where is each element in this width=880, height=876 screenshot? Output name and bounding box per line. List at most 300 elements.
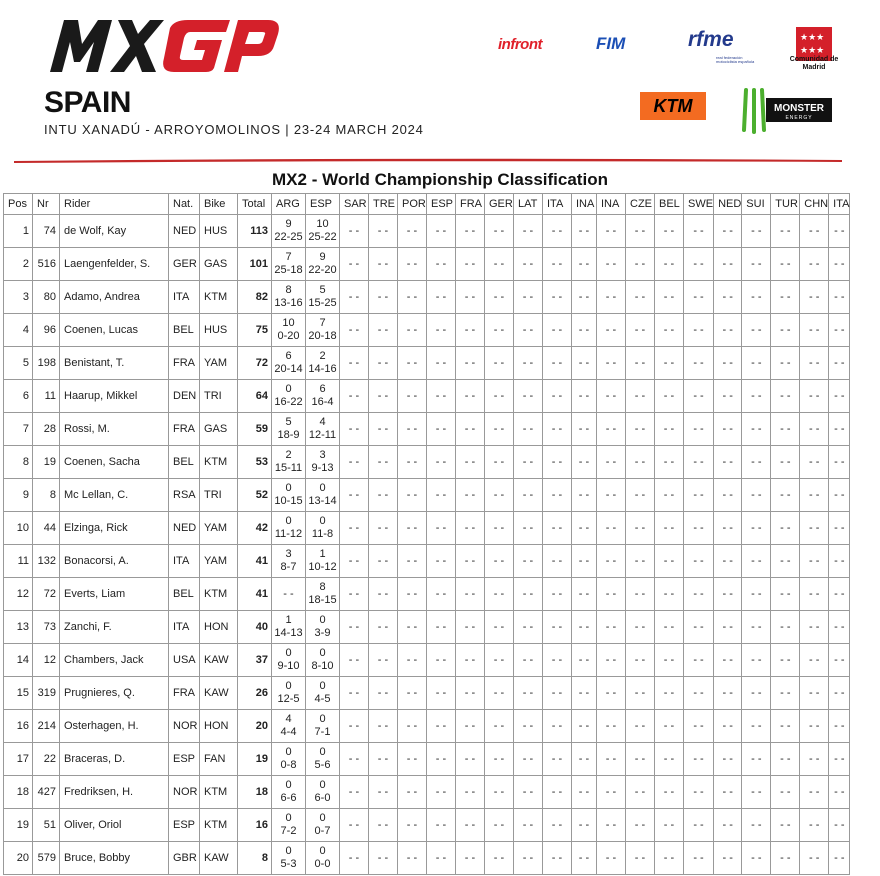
cell-rider: Elzinga, Rick [60,512,169,545]
cell-round-empty: - - [485,512,514,545]
round-points: 3 [319,449,326,461]
cell-round-empty: - - [742,644,771,677]
cell-round-empty: - - [514,248,543,281]
cell-rider: Osterhagen, H. [60,710,169,743]
cell-nat: NED [169,215,200,248]
table-row [4,479,850,512]
cell-round-empty: - - [655,809,684,842]
cell-round-empty: - - [800,446,829,479]
cell-round-empty: - - [514,380,543,413]
cell-round-empty: - - [485,545,514,578]
cell-round-empty: - - [771,611,800,644]
cell-round-empty: - - [655,611,684,644]
cell-total: 18 [238,776,272,809]
cell-nat: NOR [169,710,200,743]
cell-round-empty: - - [369,710,398,743]
cell-round-empty: - - [800,743,829,776]
cell-round-empty: - - [655,281,684,314]
cell-rider: Zanchi, F. [60,611,169,644]
cell-rider: Coenen, Sacha [60,446,169,479]
cell-round-empty: - - [714,677,742,710]
cell-round-empty: - - [800,809,829,842]
cell-round-empty: - - [369,743,398,776]
cell-round-empty: - - [543,545,572,578]
cell-round-empty: - - [398,512,427,545]
cell-round-empty: - - [742,710,771,743]
cell-round-empty: - - [340,281,369,314]
moto-points: 0-20 [277,330,300,342]
cell-round-empty: - - [800,611,829,644]
header-round: TUR [771,194,800,215]
cell-round-empty: - - [771,281,800,314]
cell-nr: 80 [33,281,60,314]
cell-nr: 22 [33,743,60,776]
header-divider [14,156,842,164]
cell-round-empty: - - [369,413,398,446]
cell-round-empty: - - [369,479,398,512]
cell-round-empty: - - [427,248,456,281]
cell-round-empty: - - [684,611,714,644]
cell-round-empty: - - [398,545,427,578]
header-bike: Bike [200,194,238,215]
cell-round-arg [272,446,306,479]
cell-round-empty: - - [514,314,543,347]
cell-bike: KTM [200,281,238,314]
cell-round-empty: - - [456,710,485,743]
cell-round-empty: - - [456,545,485,578]
cell-round-empty: - - [427,215,456,248]
cell-round-empty: - - [626,710,655,743]
monster-energy-logo [738,84,834,136]
cell-round-empty: - - [398,710,427,743]
cell-round-empty: - - [655,545,684,578]
cell-round-empty: - - [485,677,514,710]
cell-round-empty: - - [714,347,742,380]
cell-round-empty: - - [771,512,800,545]
cell-round-empty: - - [829,512,850,545]
cell-nr: 319 [33,677,60,710]
round-points: 5 [319,284,326,296]
cell-round-empty: - - [800,281,829,314]
table-row [4,611,850,644]
cell-round-empty: - - [829,842,850,875]
cell-round-arg [272,413,306,446]
cell-bike: YAM [200,347,238,380]
moto-points: 14-13 [274,627,303,639]
cell-total: 64 [238,380,272,413]
cell-round-empty: - - [456,446,485,479]
cell-pos: 7 [4,413,33,446]
cell-round-empty: - - [829,281,850,314]
cell-total: 37 [238,644,272,677]
cell-round-empty: - - [714,809,742,842]
cell-total: 19 [238,743,272,776]
cell-round-empty: - - [829,743,850,776]
cell-round-empty: - - [427,578,456,611]
cell-round-empty: - - [626,215,655,248]
cell-nr: 8 [33,479,60,512]
round-points: 0 [285,779,292,791]
cell-round-empty: - - [456,842,485,875]
cell-round-empty: - - [485,248,514,281]
cell-round-empty: - - [572,809,597,842]
moto-points: 20-14 [274,363,303,375]
cell-round-empty: - - [369,512,398,545]
cell-round-empty: - - [684,413,714,446]
cell-round-empty: - - [543,677,572,710]
header-nat: Nat. [169,194,200,215]
cell-pos: 16 [4,710,33,743]
cell-round-empty: - - [485,380,514,413]
cell-round-empty: - - [626,512,655,545]
cell-round-empty: - - [684,809,714,842]
cell-round-empty: - - [742,248,771,281]
cell-bike: HON [200,611,238,644]
cell-bike: KTM [200,809,238,842]
cell-round-empty: - - [829,479,850,512]
cell-round-esp [306,644,340,677]
infront-logo: infront [498,36,542,53]
table-row [4,215,850,248]
cell-round-empty: - - [800,347,829,380]
cell-round-empty: - - [485,743,514,776]
header-round: POR [398,194,427,215]
cell-round-empty: - - [771,710,800,743]
cell-round-empty: - - [543,611,572,644]
cell-nr: 96 [33,314,60,347]
cell-round-empty: - - [398,743,427,776]
cell-round-empty: - - [829,347,850,380]
header-round: LAT [514,194,543,215]
cell-round-empty: - - [742,743,771,776]
cell-round-esp [306,347,340,380]
cell-round-empty: - - [655,380,684,413]
cell-round-empty: - - [514,842,543,875]
cell-round-empty: - - [572,545,597,578]
cell-bike: TRI [200,380,238,413]
cell-round-empty: - - [626,776,655,809]
cell-round-empty: - - [543,380,572,413]
cell-round-empty: - - [456,248,485,281]
cell-round-arg [272,677,306,710]
cell-round-empty: - - [742,677,771,710]
cell-round-empty: - - [684,281,714,314]
cell-round-empty: - - [684,314,714,347]
cell-round-empty: - - [684,776,714,809]
round-points: 6 [319,383,326,395]
cell-round-empty: - - [597,380,626,413]
header-round: INA [597,194,626,215]
cell-total: 101 [238,248,272,281]
cell-round-empty: - - [340,644,369,677]
table-row [4,446,850,479]
moto-points: 10-15 [274,495,303,507]
cell-pos: 6 [4,380,33,413]
cell-round-arg [272,479,306,512]
cell-round-empty: - - [771,413,800,446]
moto-points: 4-5 [314,693,331,705]
cell-round-empty: - - [684,347,714,380]
cell-round-empty: - - [684,248,714,281]
cell-round-empty: - - [456,314,485,347]
cell-round-empty: - - [742,776,771,809]
cell-round-empty: - - [626,743,655,776]
cell-bike: KTM [200,776,238,809]
round-points: 6 [285,350,292,362]
header-round: ESP [427,194,456,215]
cell-round-empty: - - [543,479,572,512]
cell-round-empty: - - [714,611,742,644]
cell-round-empty: - - [800,710,829,743]
cell-round-empty: - - [427,743,456,776]
cell-round-empty: - - [543,413,572,446]
cell-nat: ESP [169,743,200,776]
table-row [4,776,850,809]
cell-round-empty: - - [485,809,514,842]
round-points: 7 [285,251,292,263]
cell-round-esp [306,446,340,479]
cell-nr: 28 [33,413,60,446]
cell-round-empty: - - [597,347,626,380]
moto-points: 3-9 [314,627,331,639]
cell-round-empty: - - [771,347,800,380]
cell-round-arg [272,380,306,413]
cell-nr: 19 [33,446,60,479]
cell-round-empty: - - [626,809,655,842]
table-row [4,248,850,281]
cell-round-empty: - - [456,776,485,809]
cell-round-empty: - - [340,545,369,578]
moto-points: 20-18 [308,330,337,342]
cell-round-empty: - - [340,677,369,710]
cell-round-empty: - - [543,842,572,875]
cell-nr: 198 [33,347,60,380]
cell-round-empty: - - [742,314,771,347]
cell-round-empty: - - [800,248,829,281]
cell-total: 16 [238,809,272,842]
cell-round-empty: - - [572,578,597,611]
round-points: 0 [285,482,292,494]
cell-round-empty: - - [514,281,543,314]
cell-round-empty: - - [543,248,572,281]
cell-round-empty: - - [514,776,543,809]
round-points: 0 [319,845,326,857]
cell-total: 41 [238,578,272,611]
round-points: 4 [285,713,292,725]
cell-round-empty: - - [800,413,829,446]
moto-points: 8-10 [311,660,334,672]
round-points: 2 [319,350,326,362]
cell-rider: Benistant, T. [60,347,169,380]
svg-text:★★★: ★★★ [800,33,825,43]
cell-round-empty: - - [829,446,850,479]
cell-round-esp [306,677,340,710]
moto-points: 4-4 [280,726,297,738]
cell-rider: Oliver, Oriol [60,809,169,842]
cell-round-empty: - - [456,644,485,677]
cell-round-empty: - - [597,248,626,281]
cell-nat: FRA [169,413,200,446]
cell-pos: 18 [4,776,33,809]
cell-rider: Laengenfelder, S. [60,248,169,281]
cell-round-empty: - - [655,479,684,512]
header-round: GER [485,194,514,215]
cell-round-empty: - - [427,413,456,446]
cell-pos: 14 [4,644,33,677]
cell-round-empty: - - [485,413,514,446]
cell-round-empty: - - [626,347,655,380]
table-row [4,314,850,347]
moto-points: 9-13 [311,462,334,474]
cell-round-empty: - - [398,281,427,314]
cell-round-empty: - - [485,644,514,677]
cell-round-empty: - - [340,215,369,248]
moto-points: 9-10 [277,660,300,672]
cell-round-empty: - - [714,314,742,347]
table-row [4,347,850,380]
cell-round-empty: - - [369,380,398,413]
cell-round-empty: - - [340,380,369,413]
cell-round-empty: - - [714,281,742,314]
cell-round-empty: - - [485,611,514,644]
cell-round-empty: - - [572,842,597,875]
cell-bike: KTM [200,446,238,479]
round-points: 0 [319,482,326,494]
cell-round-empty: - - [771,644,800,677]
cell-round-empty: - - [655,710,684,743]
cell-nat: ESP [169,809,200,842]
round-points: 1 [319,548,326,560]
cell-round-empty: - - [369,776,398,809]
header-total: Total [238,194,272,215]
cell-round-empty: - - [485,215,514,248]
cell-rider: Adamo, Andrea [60,281,169,314]
cell-round-empty: - - [597,710,626,743]
cell-pos: 8 [4,446,33,479]
cell-round-empty: - - [514,578,543,611]
page-header [0,0,880,166]
round-points: 0 [319,647,326,659]
cell-round-empty: - - [684,578,714,611]
cell-round-empty: - - [597,743,626,776]
moto-points: 13-14 [308,495,337,507]
moto-points: 8-7 [280,561,297,573]
header-pos: Pos [4,194,33,215]
cell-round-arg [272,578,306,611]
cell-round-empty: - - [514,809,543,842]
moto-points: 22-25 [274,231,303,243]
round-points: 0 [319,713,326,725]
header-round: CZE [626,194,655,215]
cell-nat: FRA [169,347,200,380]
moto-points: 6-0 [314,792,331,804]
cell-round-empty: - - [800,314,829,347]
cell-round-empty: - - [427,347,456,380]
cell-round-empty: - - [597,776,626,809]
cell-round-empty: - - [655,677,684,710]
cell-round-empty: - - [626,413,655,446]
cell-round-empty: - - [742,215,771,248]
cell-bike: HUS [200,314,238,347]
cell-round-empty: - - [800,380,829,413]
mxgp-logo [42,10,282,80]
cell-round-esp [306,512,340,545]
cell-round-empty: - - [398,578,427,611]
cell-round-empty: - - [572,644,597,677]
cell-round-empty: - - [427,710,456,743]
cell-rider: Braceras, D. [60,743,169,776]
cell-round-empty: - - [514,215,543,248]
cell-round-empty: - - [398,479,427,512]
cell-total: 53 [238,446,272,479]
cell-round-empty: - - [514,545,543,578]
cell-round-empty: - - [771,314,800,347]
table-row [4,644,850,677]
cell-round-empty: - - [427,809,456,842]
cell-pos: 20 [4,842,33,875]
cell-round-esp [306,215,340,248]
cell-round-empty: - - [369,215,398,248]
round-points: 0 [319,779,326,791]
moto-points: 6-6 [280,792,297,804]
cell-round-empty: - - [742,578,771,611]
cell-round-empty: - - [626,479,655,512]
round-points: 0 [319,614,326,626]
cell-round-empty: - - [655,776,684,809]
cell-round-empty: - - [655,644,684,677]
moto-points: 5-6 [314,759,331,771]
round-points: 5 [285,416,292,428]
cell-round-empty: - - [456,512,485,545]
cell-bike: YAM [200,512,238,545]
cell-round-arg [272,644,306,677]
table-row [4,743,850,776]
cell-pos: 10 [4,512,33,545]
cell-round-empty: - - [684,446,714,479]
cell-round-empty: - - [514,677,543,710]
round-points: 0 [285,812,292,824]
cell-round-empty: - - [771,545,800,578]
cell-round-empty: - - [427,545,456,578]
cell-round-empty: - - [597,677,626,710]
header-round: SUI [742,194,771,215]
cell-bike: YAM [200,545,238,578]
table-row [4,677,850,710]
cell-round-arg [272,248,306,281]
cell-nr: 44 [33,512,60,545]
cell-round-empty: - - [800,677,829,710]
cell-round-empty: - - [655,347,684,380]
cell-round-empty: - - [340,479,369,512]
cell-round-arg [272,545,306,578]
svg-text:MONSTER: MONSTER [774,103,824,114]
round-points: 9 [319,251,326,263]
cell-round-empty: - - [742,611,771,644]
cell-nat: NOR [169,776,200,809]
cell-round-empty: - - [626,842,655,875]
round-points: 0 [319,680,326,692]
cell-round-empty: - - [427,611,456,644]
cell-round-empty: - - [572,611,597,644]
cell-round-empty: - - [572,281,597,314]
svg-text:ENERGY: ENERGY [785,115,813,121]
cell-round-empty: - - [340,809,369,842]
cell-round-empty: - - [572,677,597,710]
event-country: SPAIN [44,86,131,119]
cell-round-empty: - - [597,809,626,842]
round-points: 9 [285,218,292,230]
cell-round-empty: - - [427,281,456,314]
